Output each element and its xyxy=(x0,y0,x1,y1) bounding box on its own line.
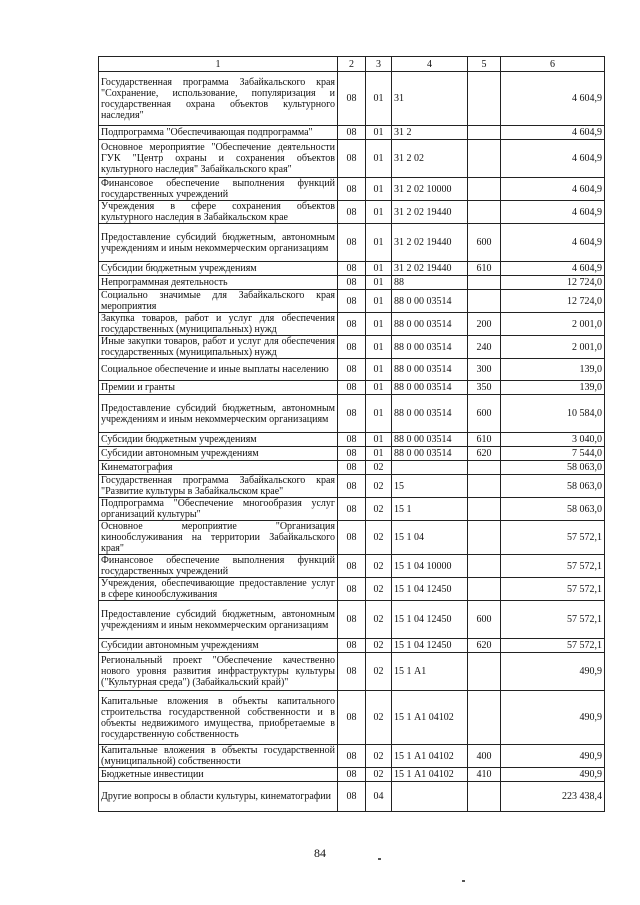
subsection-code: 01 xyxy=(366,433,392,447)
table-row xyxy=(99,521,605,555)
section-code: 08 xyxy=(338,782,366,812)
amount-value: 12 724,0 xyxy=(501,276,605,290)
expense-type-code: 350 xyxy=(468,381,501,395)
target-article-code: 31 2 02 19440 xyxy=(392,262,468,276)
expense-type-code xyxy=(468,290,501,313)
amount-value: 4 604,9 xyxy=(501,201,605,224)
subsection-code: 01 xyxy=(366,72,392,126)
subsection-code: 02 xyxy=(366,555,392,578)
header-row xyxy=(99,57,605,72)
amount-value: 4 604,9 xyxy=(501,224,605,262)
table-row xyxy=(99,555,605,578)
target-article-code: 15 1 А1 04102 xyxy=(392,768,468,782)
table-row xyxy=(99,381,605,395)
section-code: 08 xyxy=(338,72,366,126)
table-row xyxy=(99,262,605,276)
subsection-code: 01 xyxy=(366,447,392,461)
section-code: 08 xyxy=(338,555,366,578)
expense-type-code xyxy=(468,691,501,745)
expense-type-code xyxy=(468,498,501,521)
target-article-code: 88 0 00 03514 xyxy=(392,359,468,381)
amount-value: 139,0 xyxy=(501,381,605,395)
expense-type-code: 610 xyxy=(468,262,501,276)
section-code: 08 xyxy=(338,140,366,178)
table-row xyxy=(99,768,605,782)
subsection-code: 01 xyxy=(366,381,392,395)
target-article-code: 15 1 А1 xyxy=(392,653,468,691)
section-code: 08 xyxy=(338,653,366,691)
amount-value: 57 572,1 xyxy=(501,521,605,555)
expense-type-code xyxy=(468,555,501,578)
section-code: 08 xyxy=(338,691,366,745)
row-name: Субсидии бюджетным учреждениям xyxy=(99,433,338,447)
target-article-code xyxy=(392,461,468,475)
amount-value: 490,9 xyxy=(501,745,605,768)
target-article-code: 88 0 00 03514 xyxy=(392,290,468,313)
expense-type-code: 600 xyxy=(468,224,501,262)
section-code: 08 xyxy=(338,447,366,461)
table-row xyxy=(99,745,605,768)
amount-value: 57 572,1 xyxy=(501,555,605,578)
amount-value: 4 604,9 xyxy=(501,72,605,126)
subsection-code: 01 xyxy=(366,201,392,224)
target-article-code: 88 0 00 03514 xyxy=(392,433,468,447)
row-name: Социальное обеспечение и иные выплаты населению xyxy=(99,359,338,381)
row-name: Капитальные вложения в объекты капитального строительства государственной собственности и в объекты недвижимого имущества, приобретаемые в государственную собственность xyxy=(99,691,338,745)
target-article-code: 88 0 00 03514 xyxy=(392,447,468,461)
table-row xyxy=(99,433,605,447)
expense-type-code xyxy=(468,782,501,812)
amount-value: 3 040,0 xyxy=(501,433,605,447)
subsection-code: 01 xyxy=(366,336,392,359)
section-code: 08 xyxy=(338,276,366,290)
target-article-code: 15 xyxy=(392,475,468,498)
amount-value: 223 438,4 xyxy=(501,782,605,812)
budget-table xyxy=(98,56,605,812)
target-article-code: 15 1 04 12450 xyxy=(392,601,468,639)
target-article-code: 15 1 А1 04102 xyxy=(392,691,468,745)
row-name: Премии и гранты xyxy=(99,381,338,395)
subsection-code: 01 xyxy=(366,395,392,433)
amount-value: 4 604,9 xyxy=(501,262,605,276)
row-name: Государственная программа Забайкальского края "Сохранение, использование, популяризация и государственная охрана объектов культурного наследия" xyxy=(99,72,338,126)
subsection-code: 01 xyxy=(366,126,392,140)
row-name: Иные закупки товаров, работ и услуг для обеспечения государственных (муниципальных) нужд xyxy=(99,336,338,359)
target-article-code: 88 0 00 03514 xyxy=(392,381,468,395)
target-article-code: 88 0 00 03514 xyxy=(392,336,468,359)
expense-type-code: 600 xyxy=(468,395,501,433)
amount-value: 7 544,0 xyxy=(501,447,605,461)
table-row xyxy=(99,359,605,381)
table-row xyxy=(99,498,605,521)
table-row xyxy=(99,313,605,336)
expense-type-code: 300 xyxy=(468,359,501,381)
amount-value: 2 001,0 xyxy=(501,336,605,359)
amount-value: 58 063,0 xyxy=(501,498,605,521)
table-row xyxy=(99,475,605,498)
row-name: Непрограммная деятельность xyxy=(99,276,338,290)
section-code: 08 xyxy=(338,290,366,313)
expense-type-code: 200 xyxy=(468,313,501,336)
amount-value: 490,9 xyxy=(501,653,605,691)
section-code: 08 xyxy=(338,313,366,336)
row-name: Основное мероприятие "Обеспечение деятельности ГУК "Центр охраны и сохранения объектов культурного наследия" Забайкальского края" xyxy=(99,140,338,178)
target-article-code: 15 1 xyxy=(392,498,468,521)
table-row xyxy=(99,601,605,639)
table-row xyxy=(99,461,605,475)
section-code: 08 xyxy=(338,336,366,359)
expense-type-code xyxy=(468,521,501,555)
amount-value: 490,9 xyxy=(501,691,605,745)
section-code: 08 xyxy=(338,224,366,262)
row-name: Учреждения, обеспечивающие предоставление услуг в сфере кинообслуживания xyxy=(99,578,338,601)
target-article-code xyxy=(392,782,468,812)
column-header: 6 xyxy=(501,57,605,72)
target-article-code: 15 1 04 10000 xyxy=(392,555,468,578)
table-row xyxy=(99,140,605,178)
target-article-code: 31 xyxy=(392,72,468,126)
subsection-code: 01 xyxy=(366,140,392,178)
table-row xyxy=(99,126,605,140)
target-article-code: 15 1 04 12450 xyxy=(392,578,468,601)
row-name: Предоставление субсидий бюджетным, автономным учреждениям и иным некоммерческим организациям xyxy=(99,395,338,433)
row-name: Предоставление субсидий бюджетным, автономным учреждениям и иным некоммерческим организациям xyxy=(99,224,338,262)
target-article-code: 88 0 00 03514 xyxy=(392,395,468,433)
expense-type-code xyxy=(468,140,501,178)
section-code: 08 xyxy=(338,521,366,555)
column-header: 3 xyxy=(366,57,392,72)
amount-value: 4 604,9 xyxy=(501,140,605,178)
expense-type-code xyxy=(468,461,501,475)
table-row xyxy=(99,290,605,313)
subsection-code: 02 xyxy=(366,498,392,521)
subsection-code: 02 xyxy=(366,653,392,691)
row-name: Подпрограмма "Обеспечивающая подпрограмма" xyxy=(99,126,338,140)
table-row xyxy=(99,395,605,433)
expense-type-code xyxy=(468,201,501,224)
amount-value: 2 001,0 xyxy=(501,313,605,336)
expense-type-code: 620 xyxy=(468,447,501,461)
column-header: 4 xyxy=(392,57,468,72)
row-name: Социально значимые для Забайкальского края мероприятия xyxy=(99,290,338,313)
section-code: 08 xyxy=(338,262,366,276)
row-name: Региональный проект "Обеспечение качественно нового уровня развития инфраструктуры культуры ("Культурная среда") (Забайкальский край)" xyxy=(99,653,338,691)
expense-type-code xyxy=(468,653,501,691)
section-code: 08 xyxy=(338,433,366,447)
row-name: Субсидии автономным учреждениям xyxy=(99,447,338,461)
target-article-code: 31 2 xyxy=(392,126,468,140)
expense-type-code: 610 xyxy=(468,433,501,447)
section-code: 08 xyxy=(338,126,366,140)
scan-speck xyxy=(462,880,465,882)
row-name: Капитальные вложения в объекты государственной (муниципальной) собственности xyxy=(99,745,338,768)
row-name: Основное мероприятие "Организация кинообслуживания на территории Забайкальского края" xyxy=(99,521,338,555)
section-code: 08 xyxy=(338,475,366,498)
row-name: Кинематография xyxy=(99,461,338,475)
target-article-code: 88 xyxy=(392,276,468,290)
subsection-code: 04 xyxy=(366,782,392,812)
amount-value: 57 572,1 xyxy=(501,578,605,601)
amount-value: 58 063,0 xyxy=(501,461,605,475)
section-code: 08 xyxy=(338,768,366,782)
expense-type-code xyxy=(468,276,501,290)
row-name: Подпрограмма "Обеспечение многообразия услуг организаций культуры" xyxy=(99,498,338,521)
subsection-code: 01 xyxy=(366,290,392,313)
table-row xyxy=(99,224,605,262)
subsection-code: 02 xyxy=(366,639,392,653)
subsection-code: 02 xyxy=(366,475,392,498)
table-row xyxy=(99,447,605,461)
expense-type-code xyxy=(468,72,501,126)
subsection-code: 01 xyxy=(366,359,392,381)
expense-type-code xyxy=(468,178,501,201)
table-row xyxy=(99,639,605,653)
section-code: 08 xyxy=(338,178,366,201)
amount-value: 4 604,9 xyxy=(501,126,605,140)
row-name: Субсидии автономным учреждениям xyxy=(99,639,338,653)
amount-value: 4 604,9 xyxy=(501,178,605,201)
table-row xyxy=(99,336,605,359)
table-row xyxy=(99,276,605,290)
amount-value: 58 063,0 xyxy=(501,475,605,498)
section-code: 08 xyxy=(338,639,366,653)
target-article-code: 15 1 А1 04102 xyxy=(392,745,468,768)
subsection-code: 01 xyxy=(366,178,392,201)
expense-type-code: 600 xyxy=(468,601,501,639)
row-name: Учреждения в сфере сохранения объектов культурного наследия в Забайкальском крае xyxy=(99,201,338,224)
table-row xyxy=(99,782,605,812)
column-header: 1 xyxy=(99,57,338,72)
section-code: 08 xyxy=(338,578,366,601)
expense-type-code xyxy=(468,475,501,498)
section-code: 08 xyxy=(338,601,366,639)
column-header: 5 xyxy=(468,57,501,72)
expense-type-code xyxy=(468,578,501,601)
row-name: Другие вопросы в области культуры, кинематографии xyxy=(99,782,338,812)
row-name: Финансовое обеспечение выполнения функций государственных учреждений xyxy=(99,555,338,578)
subsection-code: 02 xyxy=(366,691,392,745)
subsection-code: 01 xyxy=(366,276,392,290)
target-article-code: 31 2 02 10000 xyxy=(392,178,468,201)
subsection-code: 02 xyxy=(366,768,392,782)
target-article-code: 31 2 02 19440 xyxy=(392,201,468,224)
section-code: 08 xyxy=(338,395,366,433)
subsection-code: 02 xyxy=(366,461,392,475)
table-row xyxy=(99,178,605,201)
scan-speck xyxy=(378,858,381,860)
row-name: Закупка товаров, работ и услуг для обеспечения государственных (муниципальных) нужд xyxy=(99,313,338,336)
target-article-code: 88 0 00 03514 xyxy=(392,313,468,336)
amount-value: 57 572,1 xyxy=(501,601,605,639)
table-body xyxy=(99,72,605,812)
page-number: 84 xyxy=(314,846,326,860)
section-code: 08 xyxy=(338,498,366,521)
section-code: 08 xyxy=(338,201,366,224)
expense-type-code: 240 xyxy=(468,336,501,359)
amount-value: 10 584,0 xyxy=(501,395,605,433)
table-row xyxy=(99,578,605,601)
subsection-code: 01 xyxy=(366,262,392,276)
table-row xyxy=(99,72,605,126)
expense-type-code: 410 xyxy=(468,768,501,782)
subsection-code: 02 xyxy=(366,745,392,768)
row-name: Финансовое обеспечение выполнения функций государственных учреждений xyxy=(99,178,338,201)
row-name: Субсидии бюджетным учреждениям xyxy=(99,262,338,276)
section-code: 08 xyxy=(338,461,366,475)
expense-type-code xyxy=(468,126,501,140)
subsection-code: 01 xyxy=(366,313,392,336)
target-article-code: 15 1 04 12450 xyxy=(392,639,468,653)
target-article-code: 31 2 02 19440 xyxy=(392,224,468,262)
amount-value: 12 724,0 xyxy=(501,290,605,313)
subsection-code: 02 xyxy=(366,578,392,601)
expense-type-code: 620 xyxy=(468,639,501,653)
table-row xyxy=(99,653,605,691)
row-name: Бюджетные инвестиции xyxy=(99,768,338,782)
table-row xyxy=(99,201,605,224)
amount-value: 139,0 xyxy=(501,359,605,381)
row-name: Государственная программа Забайкальского края "Развитие культуры в Забайкальском крае" xyxy=(99,475,338,498)
section-code: 08 xyxy=(338,745,366,768)
column-header: 2 xyxy=(338,57,366,72)
row-name: Предоставление субсидий бюджетным, автономным учреждениям и иным некоммерческим организациям xyxy=(99,601,338,639)
amount-value: 490,9 xyxy=(501,768,605,782)
subsection-code: 02 xyxy=(366,521,392,555)
section-code: 08 xyxy=(338,359,366,381)
target-article-code: 15 1 04 xyxy=(392,521,468,555)
subsection-code: 02 xyxy=(366,601,392,639)
expense-type-code: 400 xyxy=(468,745,501,768)
section-code: 08 xyxy=(338,381,366,395)
target-article-code: 31 2 02 xyxy=(392,140,468,178)
subsection-code: 01 xyxy=(366,224,392,262)
amount-value: 57 572,1 xyxy=(501,639,605,653)
table-row xyxy=(99,691,605,745)
